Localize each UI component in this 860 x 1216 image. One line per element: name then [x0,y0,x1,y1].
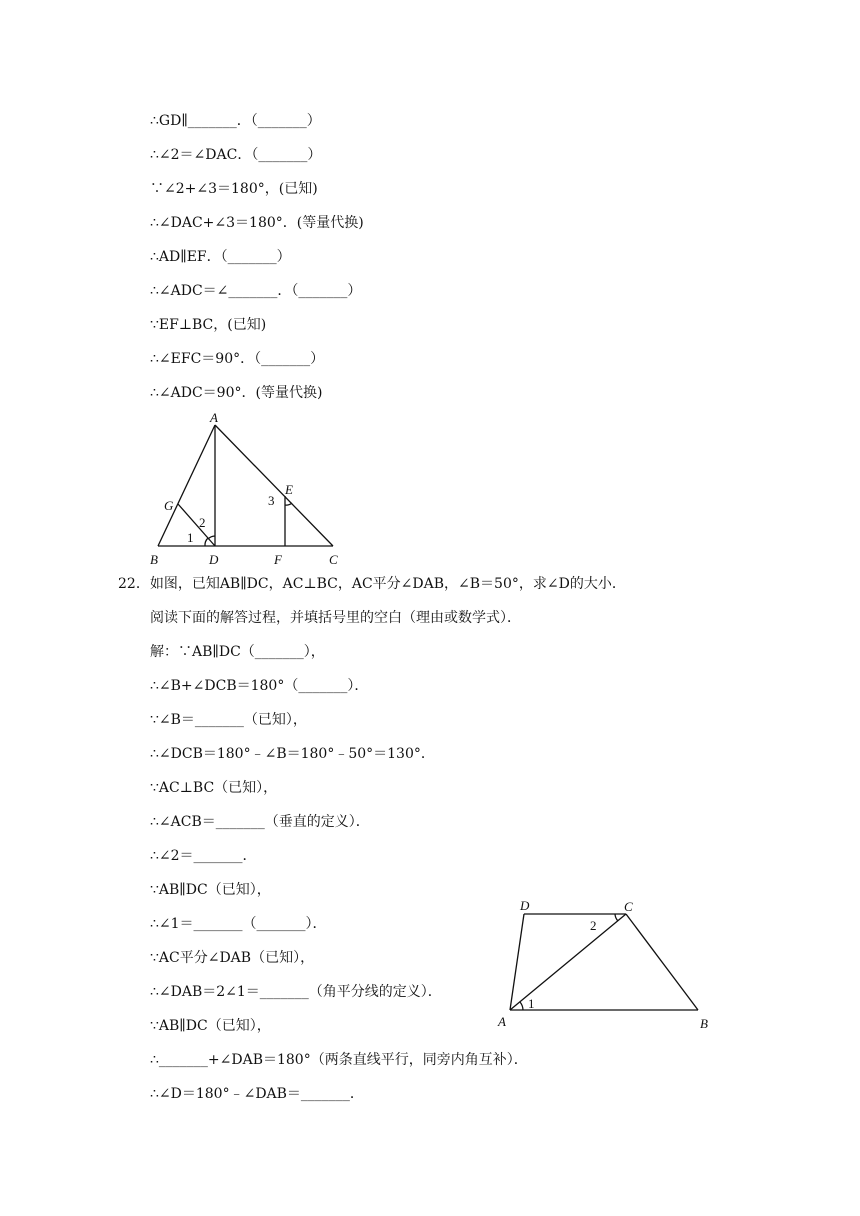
question-heading: 22．如图，已知AB∥DC，AC⊥BC，AC平分∠DAB，∠B＝50°，求∠D的大小． [118,576,626,592]
proof-line: ∴∠ACB＝_______（垂直的定义）． [150,814,370,830]
proof-line: ∴∠2＝_______． [150,848,257,864]
proof-line: ∵AB∥DC（已知）， [150,882,271,898]
segment-ab [158,425,215,546]
point-label-c: C [624,899,633,914]
point-label-g: G [164,498,174,513]
angle-arc-2 [615,914,618,921]
point-label-a: A [498,1014,506,1029]
proof-line: ∴∠DAC+∠3＝180°．(等量代换) [150,215,364,231]
point-label-f: F [274,552,282,567]
proof-line: ∴∠DCB＝180°﹣∠B＝180°﹣50°＝130°． [150,746,435,762]
proof-line: ∵AC平分∠DAB（已知）， [150,950,315,966]
proof-line: ∴∠1＝_______（_______）． [150,916,327,932]
point-label-a: A [210,410,218,425]
proof-line: ∴AD∥EF．（_______） [150,249,291,265]
angle-arc-3 [285,503,292,505]
angle-label-2: 2 [590,918,597,933]
proof-line: ∴∠2＝∠DAC．（_______） [150,147,322,163]
point-label-b: B [700,1016,708,1031]
angle-label-3: 3 [268,493,275,508]
angle-arc-2 [205,538,208,546]
proof-line: ∵∠B＝_______（已知）， [150,712,307,728]
proof-line: ∴∠ADC＝90°．(等量代换) [150,385,323,401]
point-label-c: C [329,552,338,567]
point-label-d: D [209,552,219,567]
segment-cb [626,914,698,1010]
point-label-b: B [150,552,158,567]
trapezoid-figure-q22 [490,892,730,1042]
angle-arc-1 [520,1002,523,1010]
segment-ad [510,914,524,1010]
proof-line: ∴_______+∠DAB＝180°（两条直线平行，同旁内角互补）． [150,1052,528,1068]
angle-label-1: 1 [187,530,194,545]
segment-gd [178,504,215,546]
angle-label-1: 1 [528,996,535,1011]
proof-line: ∵EF⊥BC，(已知) [150,317,267,333]
point-label-d: D [520,898,530,913]
proof-line: ∴∠D＝180°﹣∠DAB＝_______． [150,1086,364,1102]
proof-line: ∴∠ADC＝∠_______．（_______） [150,283,362,299]
proof-line: ∵AB∥DC（已知）， [150,1018,271,1034]
proof-line: ∵AC⊥BC（已知）， [150,780,278,796]
question-instruction: 阅读下面的解答过程，并填括号里的空白（理由或数学式）． [150,610,521,626]
proof-line: ∴GD∥_______．（_______） [150,113,321,129]
proof-line: ∴∠B+∠DCB＝180°（_______）． [150,678,369,694]
segment-ac [215,425,333,546]
point-label-e: E [285,482,293,497]
proof-line: ∴∠EFC＝90°．（_______） [150,351,325,367]
proof-line: 解：∵AB∥DC（_______）， [150,644,325,660]
proof-line: ∴∠DAB＝2∠1＝_______（角平分线的定义）． [150,984,442,1000]
triangle-figure-q21 [140,410,350,570]
proof-line: ∵∠2+∠3＝180°，(已知) [150,181,318,197]
angle-arc-1 [208,536,215,539]
angle-label-2: 2 [199,515,206,530]
